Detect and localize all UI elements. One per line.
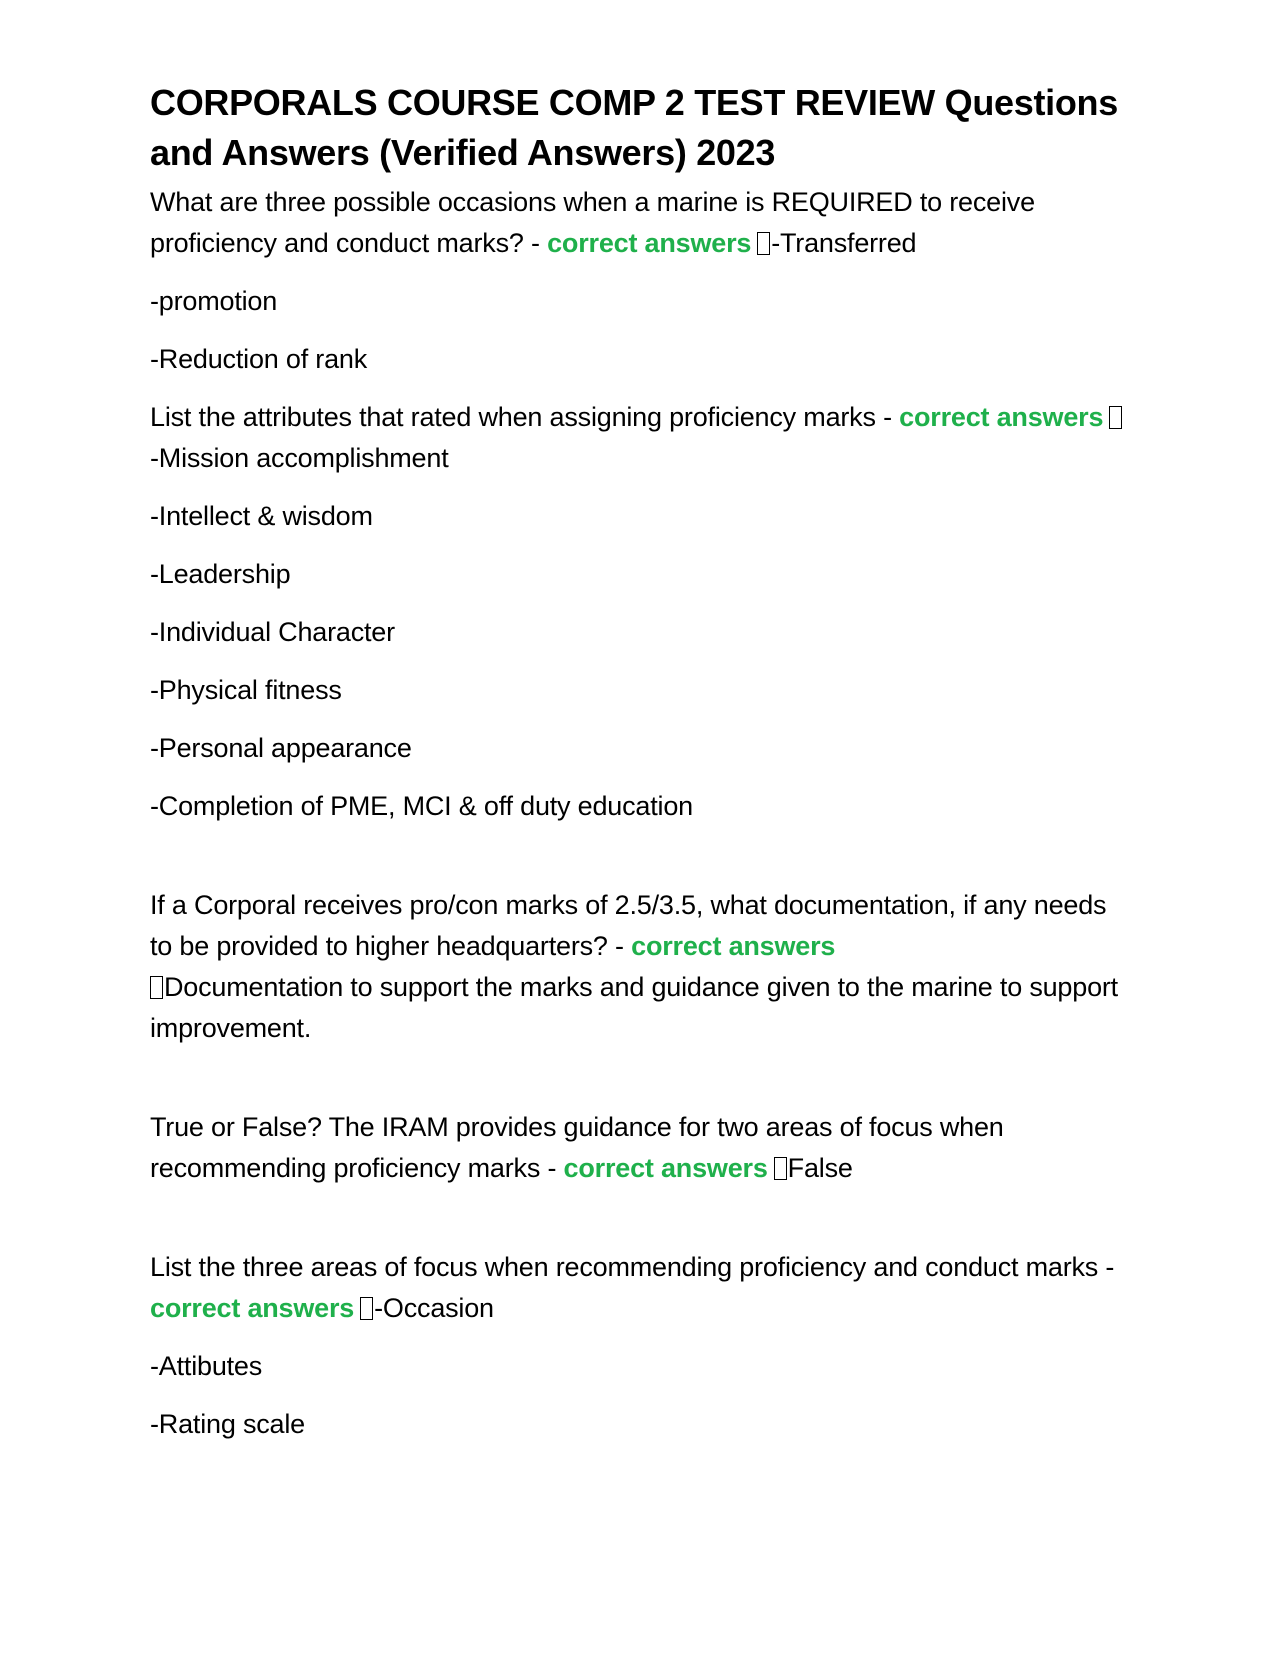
question-4	[150, 1107, 1130, 1189]
answer-list-item: -Attibutes	[150, 1351, 263, 1381]
answer-marker: correct answers	[631, 931, 836, 961]
answer-text: -Transferred	[771, 228, 917, 258]
question-text: List the three areas of focus when recommending proficiency and conduct marks -	[150, 1252, 1115, 1282]
answer-list-item: -Completion of PME, MCI & off duty education	[150, 791, 693, 821]
question-2	[150, 397, 1130, 479]
answer-text: False	[787, 1153, 853, 1183]
document-title: CORPORALS COURSE COMP 2 TEST REVIEW Questions and Answers (Verified Answers) 2023	[150, 82, 1118, 173]
answer-marker: correct answers	[563, 1153, 768, 1183]
question-3	[150, 885, 1130, 1049]
answer-list-item: -Leadership	[150, 559, 291, 589]
document-page	[150, 78, 1130, 1445]
answer-list-item: -Individual Character	[150, 617, 395, 647]
question-5	[150, 1247, 1130, 1329]
answer-list-item: -Intellect & wisdom	[150, 501, 373, 531]
question-1	[150, 182, 1130, 264]
missing-glyph-icon	[757, 232, 770, 255]
answer-list-item: -Personal appearance	[150, 733, 412, 763]
missing-glyph-icon	[150, 976, 163, 999]
answer-text: Documentation to support the marks and guidance given to the marine to support improvement.	[150, 972, 1118, 1043]
missing-glyph-icon	[774, 1157, 787, 1180]
answer-list-item: -Reduction of rank	[150, 344, 368, 374]
question-text: If a Corporal receives pro/con marks of 2.5/3.5, what documentation, if any needs to be provided to higher headquarters? -	[150, 890, 1107, 961]
missing-glyph-icon	[1109, 406, 1122, 429]
answer-marker: correct answers	[150, 1293, 355, 1323]
answer-text: -Occasion	[374, 1293, 494, 1323]
missing-glyph-icon	[360, 1297, 373, 1320]
answer-marker: correct answers	[547, 228, 752, 258]
answer-text: -Mission accomplishment	[150, 443, 449, 473]
answer-list-item: -promotion	[150, 286, 278, 316]
question-text: What are three possible occasions when a marine is REQUIRED to receive proficiency and conduct marks? -	[150, 187, 1035, 258]
question-text: List the attributes that rated when assigning proficiency marks -	[150, 402, 900, 432]
answer-list-item: -Physical fitness	[150, 675, 342, 705]
answer-list-item: -Rating scale	[150, 1409, 305, 1439]
question-text: True or False? The IRAM provides guidance for two areas of focus when recommending proficiency marks -	[150, 1112, 1004, 1183]
answer-marker: correct answers	[899, 402, 1104, 432]
